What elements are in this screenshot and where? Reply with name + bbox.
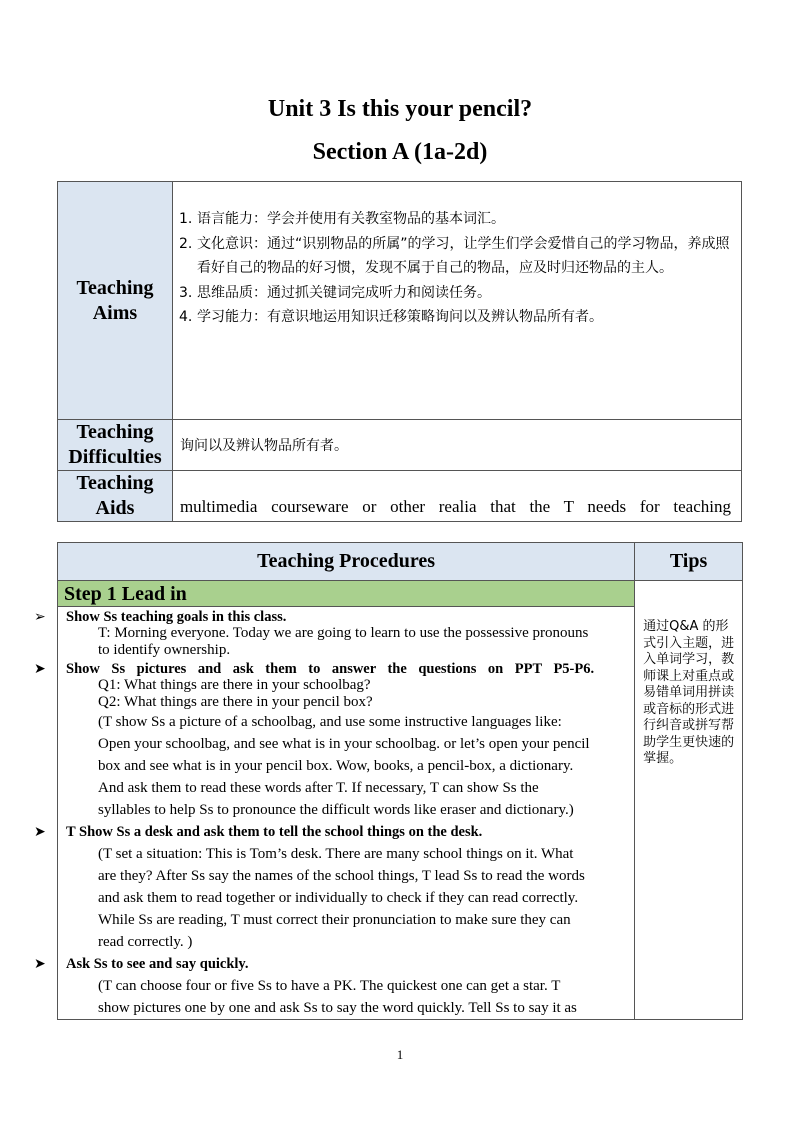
aim-item: 1. 语言能力：学会并使用有关教室物品的基本词汇。 [178,211,505,227]
tips-text: 通过Q&A 的形式引入主题，进入单词学习，教师课上对重点或易错单词用拼读或音标的形式进行纠音或拼写帮助学生更快速的掌握。 [643,619,735,766]
text-line: are they? After Ss say the names of the school things, T lead Ss to read the words [98,868,585,884]
procedures-header: Teaching Procedures [58,543,635,581]
text-line: read correctly. ) [98,934,193,950]
unit-title: Unit 3 Is this your pencil? [267,96,533,122]
arrow-bullet-icon: ➤ [34,824,46,840]
arrow-bullet-icon: ➤ [34,661,46,677]
text-line: (T set a situation: This is Tom’s desk. There are many school things on it. What [98,846,574,862]
text-line: show pictures one by one and ask Ss to say the word quickly. Tell Ss to say it as [98,1000,577,1016]
bullet-item: ➢ Show Ss teaching goals in this class. [34,609,287,625]
difficulties-label: Teaching Difficulties [68,421,162,468]
arrow-bullet-icon: ➤ [34,956,46,972]
bullet-item: ➤ Ask Ss to see and say quickly. [58,953,634,975]
aims-cell [172,182,741,420]
text-line: and ask them to read together or individually to check if they can read correctly. [98,890,579,906]
text-line: box and see what is in your pencil box. Wow, books, a pencil-box, a dictionary. [98,758,574,774]
text-line: to identify ownership. [98,642,231,658]
page-number: 1 [396,1047,404,1062]
text-line: While Ss are reading, T must correct their pronunciation to make sure they can [98,912,571,928]
text-line: Q2: What things are there in your pencil box? [98,694,373,710]
text-line: (T show Ss a picture of a schoolbag, and use some instructive languages like: [98,714,562,730]
overview-table [57,181,742,522]
bullet-item: ➤ Show Ss pictures and ask them to answer the questions on PPT P5-P6. [34,661,595,677]
tips-cell [635,581,743,1020]
difficulties-label-cell [58,420,173,471]
text-line: syllables to help Ss to pronounce the difficult words like eraser and dictionary.) [98,802,574,818]
aim-item: 2. 文化意识：通过“识别物品的所属”的学习，让学生们学会爱惜自己的学习物品，养成照看好自己的物品的好习惯，发现不属于自己的物品，应及时归还物品的主人。 [178,235,730,276]
aim-item: 3. 思维品质：通过抓关键词完成听力和阅读任务。 [178,284,491,301]
procedures-table [34,542,743,1020]
aids-label: Teaching Aids [76,472,154,519]
step-title: Step 1 Lead in [58,581,634,606]
text-line: T: Morning everyone. Today we are going to learn to use the possessive pronouns [98,625,589,641]
aims-label: Teaching Aims [76,276,154,324]
tips-header: Tips [635,543,743,581]
aims-label-cell [58,182,173,420]
aids-text: multimedia courseware or other realia that the T needs for teaching [172,471,741,522]
text-line: Open your schoolbag, and see what is in your schoolbag. or let’s open your pencil [98,736,590,752]
difficulties-text: 询问以及辨认物品所有者。 [172,420,741,471]
section-title: Section A (1a-2d) [312,139,488,165]
aids-label-cell [58,471,173,522]
text-line: (T can choose four or five Ss to have a PK. The quickest one can get a star. T [98,978,561,994]
aim-item: 4. 学习能力：有意识地运用知识迁移策略询问以及辨认物品所有者。 [178,309,603,325]
text-line: And ask them to read these words after T. If necessary, T can show Ss the [98,780,539,796]
arrow-bullet-icon: ➢ [34,609,46,625]
bullet-item: ➤ T Show Ss a desk and ask them to tell the school things on the desk. [58,821,634,843]
text-line: Q1: What things are there in your schoolbag? [98,677,371,693]
procedures-body [34,581,635,1020]
